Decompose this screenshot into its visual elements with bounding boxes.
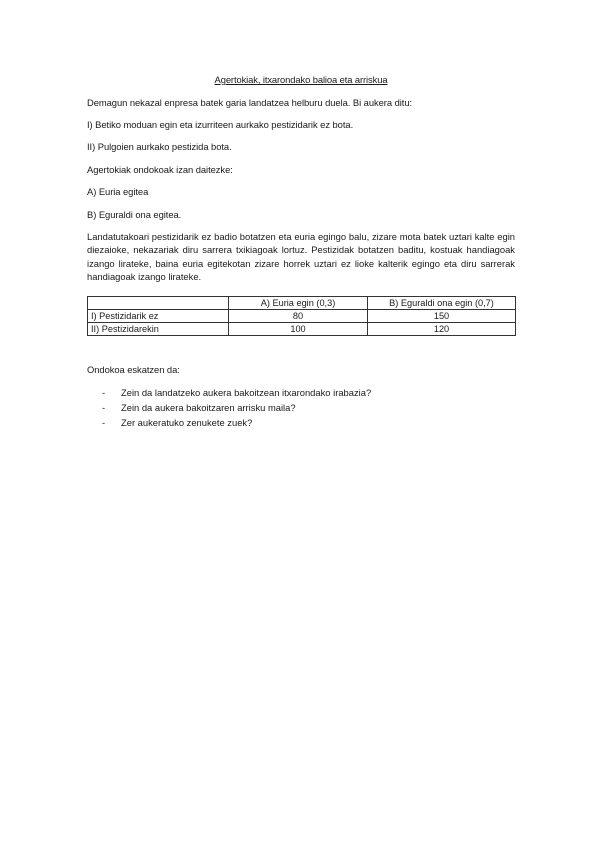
document-title: Agertokiak, itxarondako balioa eta arriskua [214,74,388,85]
question-text: Zein da landatzeko aukera bakoitzean itxarondako irabazia? [121,387,372,398]
table-header-row [88,297,516,310]
scenario-b-text: B) Eguraldi ona egitea. [87,209,182,220]
description-paragraph: Landatutakoari pestizidarik ez badio botatzen eta euria egingo balu, zizare mota batek uztari kalte egin diezaioke, nekazariak diru sarrera txikiagoak lortuz. Pestizidak botatzen baditu, kostuak handiagoak izango lirateke, baina euria egitekotan zizare horrek uztari ez lioke kalterik egingo eta diru sarrerak handiagoak izango lirateke. [87,231,515,283]
questions-intro-text: Ondokoa eskatzen da: [87,364,180,375]
question-text: Zein da aukera bakoitzaren arrisku maila? [121,402,296,413]
list-item [87,385,371,400]
list-item [87,415,371,430]
scenarios-intro-text: Agertokiak ondokoak izan daitezke: [87,164,233,175]
bullet-dash: - [102,402,106,413]
bullet-dash: - [102,417,106,428]
table-row-label: II) Pestizidarekin [88,323,229,336]
payoff-table [87,296,516,336]
table-row [88,310,516,323]
table-header-cell [88,297,229,310]
table-cell: 100 [229,323,368,336]
intro-text: Demagun nekazal enpresa batek garia landatzea helburu duela. Bi aukera ditu: [87,97,413,108]
list-item [87,400,371,415]
question-text: Zer aukeratuko zenukete zuek? [121,417,253,428]
scenario-a-text: A) Euria egitea [87,186,149,197]
table-header-cell: A) Euria egin (0,3) [229,297,368,310]
option-2-text: II) Pulgoien aurkako pestizida bota. [87,141,232,152]
table-row [88,323,516,336]
table-row-label: I) Pestizidarik ez [88,310,229,323]
questions-list [87,385,371,430]
table-cell: 120 [368,323,516,336]
bullet-dash: - [102,387,106,398]
table-cell: 150 [368,310,516,323]
option-1-text: I) Betiko moduan egin eta izurriteen aurkako pestizidarik ez bota. [87,119,354,130]
table-header-cell: B) Eguraldi ona egin (0,7) [368,297,516,310]
table-cell: 80 [229,310,368,323]
